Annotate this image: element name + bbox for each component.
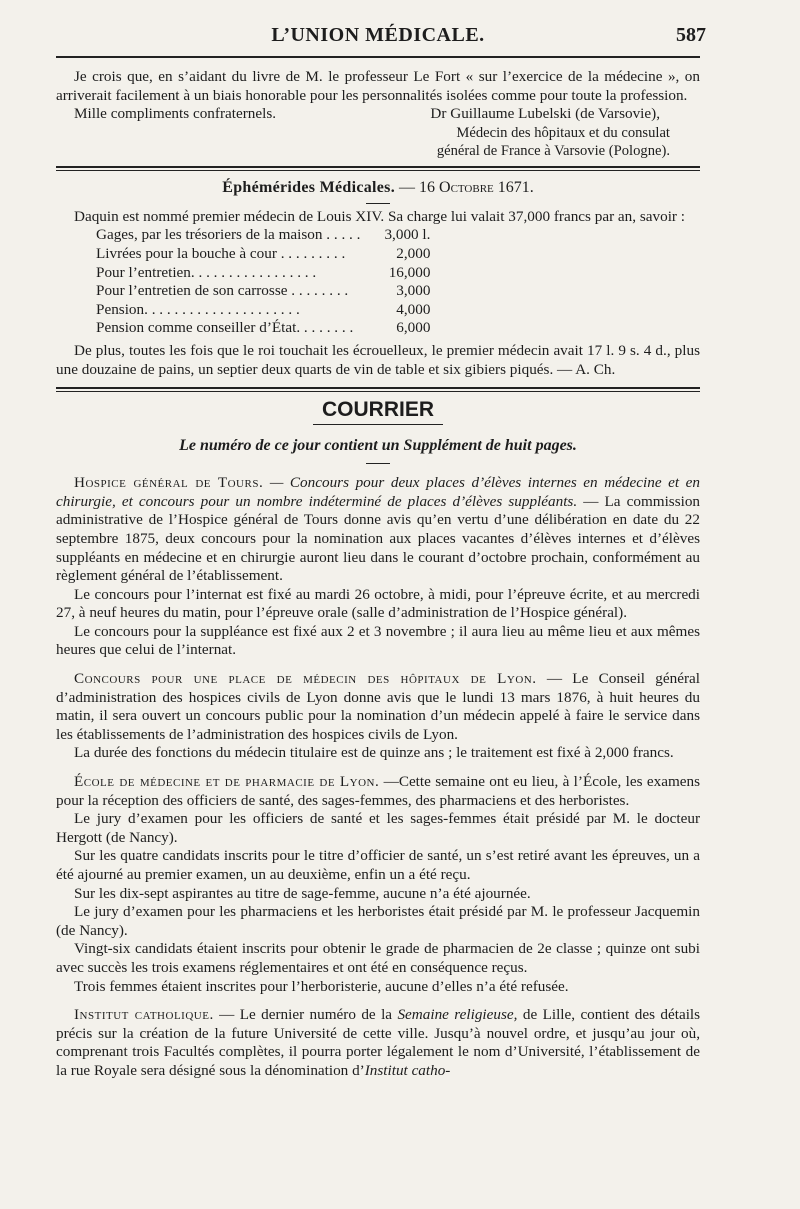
table-row bbox=[96, 226, 430, 245]
lyon-paragraph-2: La durée des fonctions du médecin titulaire est de quinze ans ; le traitement est fixé à 2,000 francs. bbox=[74, 744, 674, 762]
tours-paragraph-3: Le concours pour la suppléance est fixé aux 2 et 3 novembre ; il aura lieu au même lieu et aux mêmes heures que celui de l’internat. bbox=[56, 622, 700, 659]
table-row bbox=[96, 301, 430, 320]
tours-paragraph-2: Le concours pour l’internat est fixé au mardi 26 octobre, à midi, pour l’épreuve écrite, et au mercredi 27, à neuf heures du matin, pour l’épreuve orale (salle d’administration de l’Hospice général). bbox=[56, 585, 700, 622]
salary-value: 2,000 bbox=[396, 244, 431, 262]
ecole-heading: École de médecine et de pharmacie de Lyon. bbox=[74, 773, 380, 791]
salary-label: Pour l’entretien. . . . . . . . . . . . . . . . . bbox=[96, 263, 317, 281]
section-divider bbox=[56, 166, 700, 171]
letter-section bbox=[56, 68, 700, 160]
short-divider bbox=[366, 203, 390, 204]
salary-value: 4,000 bbox=[396, 300, 431, 318]
courrier-section bbox=[56, 474, 700, 1080]
institut-body-end: Institut catho- bbox=[364, 1061, 451, 1079]
ecole-paragraph-6: Vingt-six candidats étaient inscrits pour obtenir le grade de pharmacien de 2e classe ; quinze ont subi avec succès les trois examens réglementaires et ont été en conséquence reçus. bbox=[56, 940, 700, 976]
lyon-heading: Concours pour une place de médecin des hôpitaux de Lyon. bbox=[74, 670, 537, 688]
page-header bbox=[56, 22, 706, 52]
courrier-underline bbox=[313, 424, 443, 425]
ecole-paragraph-7: Trois femmes étaient inscrites pour l’herboristerie, aucune d’elles n’a été refusée. bbox=[74, 977, 569, 995]
institut-paragraph bbox=[56, 1006, 700, 1080]
supplement-notice: Le numéro de ce jour contient un Supplément de huit pages. bbox=[179, 437, 577, 455]
ecole-paragraph-2: Le jury d’examen pour les officiers de santé et les sages-femmes était présidé par M. le docteur Hergott (de Nancy). bbox=[56, 810, 700, 846]
table-row bbox=[96, 319, 430, 338]
ephemerides-heading bbox=[56, 179, 700, 197]
tours-paragraph bbox=[56, 474, 700, 586]
table-row bbox=[96, 245, 430, 264]
ephemerides-section bbox=[56, 208, 700, 379]
table-row bbox=[96, 264, 430, 283]
header-rule bbox=[56, 56, 700, 58]
salary-value: 6,000 bbox=[396, 319, 431, 337]
salary-value: 3,000 l. bbox=[384, 226, 431, 244]
lyon-body: — Le Conseil général d’administration des hospices civils de Lyon donne avis que le lundi 13 mars 1876, à huit heures du matin, il sera ouvert un concours public pour la nomination d’un médecin appelé à faire le service dans les établissements de l’administration des hospices civils de Lyon. bbox=[56, 670, 700, 743]
page-number: 587 bbox=[676, 24, 706, 46]
letter-closing: Mille compliments confraternels. bbox=[74, 105, 277, 123]
table-row bbox=[96, 282, 430, 301]
salary-value: 16,000 bbox=[388, 263, 431, 281]
section-divider bbox=[56, 387, 700, 392]
salary-table bbox=[96, 226, 430, 338]
salary-label: Pension comme conseiller d’État. . . . . . . . bbox=[96, 319, 354, 337]
ephemerides-intro: Daquin est nommé premier médecin de Louis XIV. Sa charge lui valait 37,000 francs par an, savoir : bbox=[74, 207, 685, 225]
ecole-body: —Cette semaine ont eu lieu, à l’École, les examens pour la réception des officiers de santé, des sages-femmes, des pharmaciens et des herboristes. bbox=[56, 773, 700, 809]
salary-label: Gages, par les trésoriers de la maison . . . . . bbox=[96, 226, 361, 244]
signature-block bbox=[56, 124, 670, 160]
salary-label: Pour l’entretien de son carrosse . . . . . . . . bbox=[96, 282, 349, 300]
ecole-paragraph-5: Le jury d’examen pour les pharmaciens et les herboristes était présidé par M. le professeur Jacquemin (de Nancy). bbox=[56, 903, 700, 939]
salary-label: Livrées pour la bouche à cour . . . . . . . . . bbox=[96, 244, 346, 262]
ecole-paragraph-4: Sur les dix-sept aspirantes au titre de sage-femme, aucune n’a été ajournée. bbox=[74, 884, 531, 902]
tours-heading: Hospice général de Tours. bbox=[74, 474, 264, 492]
signature-role-1: Médecin des hôpitaux et du consulat bbox=[456, 124, 670, 141]
signature-row bbox=[56, 105, 700, 124]
signature-name: Dr Guillaume Lubelski (de Varsovie), bbox=[430, 105, 660, 123]
institut-body-b: de Lille, contient des détails précis sur la création de la future Université de cette ville. Jusqu’à nouvel ordre, et jusqu’au jour où, comprenant trois Facultés complètes, il pourra porter légalement le nom d’Université, l’établissement de la rue Royale sera désigné sous la dénomination d’ bbox=[56, 1006, 701, 1079]
courrier-title: COURRIER bbox=[321, 398, 434, 422]
salary-value: 3,000 bbox=[396, 282, 431, 300]
institut-body-a: — Le dernier numéro de la bbox=[219, 1006, 393, 1024]
ecole-paragraph-3: Sur les quatre candidats inscrits pour le titre d’officier de santé, un s’est retiré avant les épreuves, un a été ajourné au premier examen, un au deuxième, enfin un a été reçu. bbox=[56, 847, 700, 883]
salary-label: Pension. . . . . . . . . . . . . . . . . . . . . bbox=[96, 300, 300, 318]
journal-title: L’UNION MÉDICALE. bbox=[271, 24, 485, 46]
letter-paragraph: Je crois que, en s’aidant du livre de M. le professeur Le Fort « sur l’exercice de la médecine », on arriverait facilement à un biais honorable pour les personnalités isolées comme pour toute la profession. bbox=[56, 68, 700, 104]
ephemerides-title: Éphémérides Médicales. bbox=[222, 178, 396, 196]
tours-body: — La commission administrative de l’Hospice général de Tours donne avis qu’en vertu d’une délibération en date du 22 septembre 1875, deux concours pour la nomination aux places vacantes d’élèves internes et d’élèves suppléants en médecine et en chirurgie auront lieu dans le courant d’octobre prochain, conformément au règlement général de l’établissement. bbox=[56, 492, 701, 585]
institut-body-em: Semaine religieuse, bbox=[397, 1006, 518, 1024]
signature-role-2: général de France à Varsovie (Pologne). bbox=[436, 142, 670, 159]
ecole-paragraph bbox=[56, 773, 700, 810]
institut-heading: Institut catholique. bbox=[74, 1006, 214, 1024]
ephemerides-outro: De plus, toutes les fois que le roi touchait les écrouelleux, le premier médecin avait 17 l. 9 s. 4 d., plus une douzaine de pains, un septier deux quarts de vin de table et six gibiers piqués. — A. Ch. bbox=[56, 341, 700, 378]
short-divider bbox=[366, 463, 390, 464]
ephemerides-date: — 16 Octobre 1671. bbox=[399, 178, 534, 196]
tours-subheading: — Concours pour deux places d’élèves internes en médecine et en chirurgie, et concours pour un nombre indéterminé de places d’élèves suppléants. bbox=[56, 474, 701, 510]
lyon-paragraph bbox=[56, 670, 700, 744]
